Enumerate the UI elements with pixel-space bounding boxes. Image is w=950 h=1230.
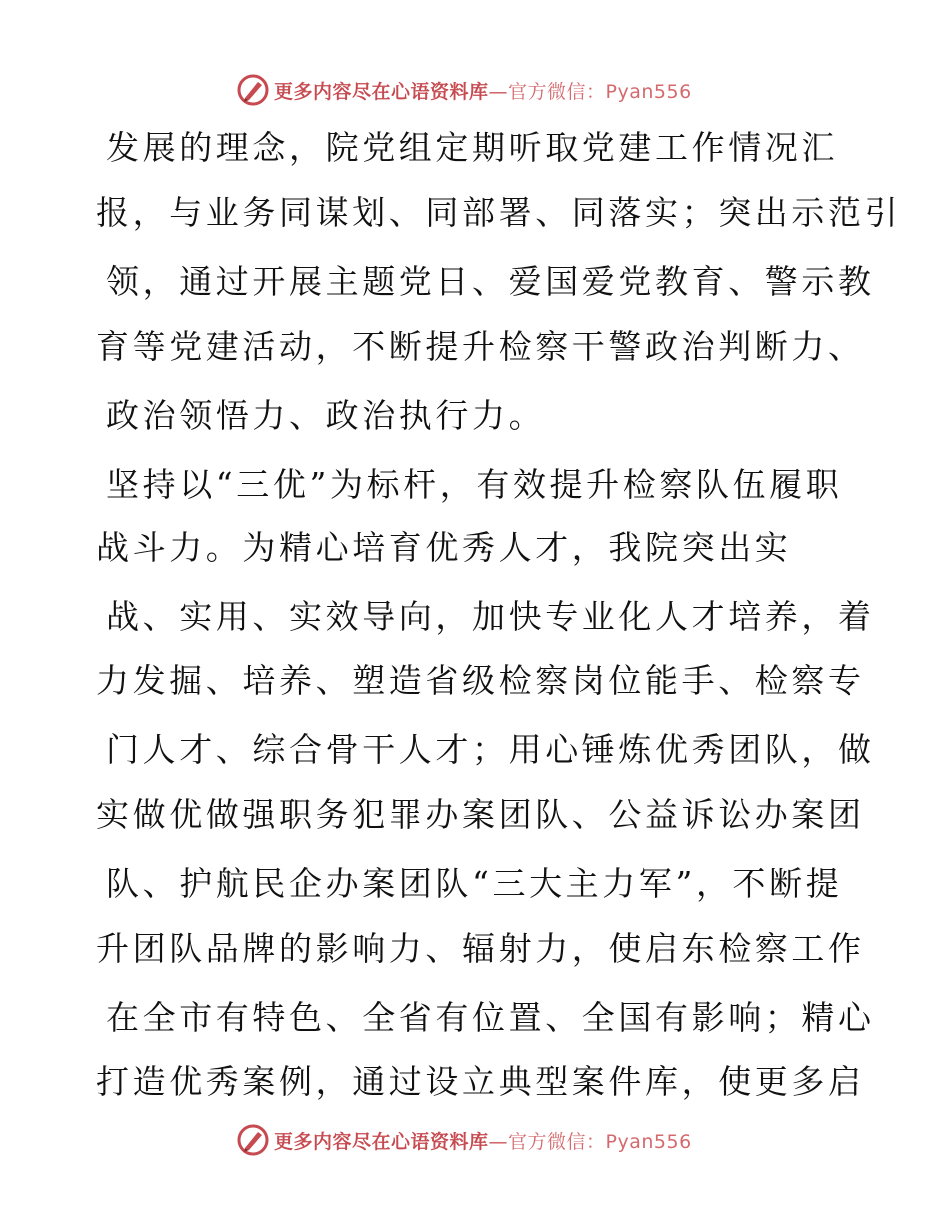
footer-banner-text <box>274 1127 692 1154</box>
body-line-11: 实做优做强职务犯罪办案团队、公益诉讼办案团 <box>96 795 865 834</box>
body-line-7: 战斗力。为精心培育优秀人才，我院突出实 <box>96 528 792 567</box>
header-banner-wechat: 官方微信：Pyan556 <box>508 80 692 103</box>
pen-logo-icon <box>236 1123 270 1157</box>
body-line-13: 升团队品牌的影响力、辐射力，使启东检察工作 <box>96 929 865 968</box>
header-banner-lead: 更多内容尽在心语资料库 <box>274 80 489 103</box>
body-line-2: 报，与业务同谋划、同部署、同落实；突出示范引 <box>96 193 902 232</box>
footer-banner <box>236 1122 692 1158</box>
body-line-14: 在全市有特色、全省有位置、全国有影响；精心 <box>106 998 875 1037</box>
header-banner-separator: — <box>488 80 509 103</box>
body-line-6: 坚持以“三优”为标杆，有效提升检察队伍履职 <box>106 465 843 504</box>
body-line-8: 战、实用、实效导向，加快专业化人才培养，着 <box>106 597 875 636</box>
body-line-15: 打造优秀案例，通过设立典型案件库，使更多启 <box>96 1062 865 1101</box>
footer-banner-wechat: 官方微信：Pyan556 <box>508 1130 692 1153</box>
footer-banner-separator: — <box>488 1130 509 1153</box>
footer-banner-lead: 更多内容尽在心语资料库 <box>274 1130 489 1153</box>
body-line-9: 力发掘、培养、塑造省级检察岗位能手、检察专 <box>96 661 865 700</box>
body-line-10: 门人才、综合骨干人才；用心锤炼优秀团队，做 <box>106 730 875 769</box>
body-line-4: 育等党建活动，不断提升检察干警政治判断力、 <box>96 327 865 366</box>
body-line-3: 领，通过开展主题党日、爱国爱党教育、警示教 <box>106 262 875 301</box>
body-line-1: 发展的理念，院党组定期听取党建工作情况汇 <box>106 128 838 167</box>
body-line-5: 政治领悟力、政治执行力。 <box>106 396 546 435</box>
body-line-12: 队、护航民企办案团队“三大主力军”，不断提 <box>106 864 843 903</box>
